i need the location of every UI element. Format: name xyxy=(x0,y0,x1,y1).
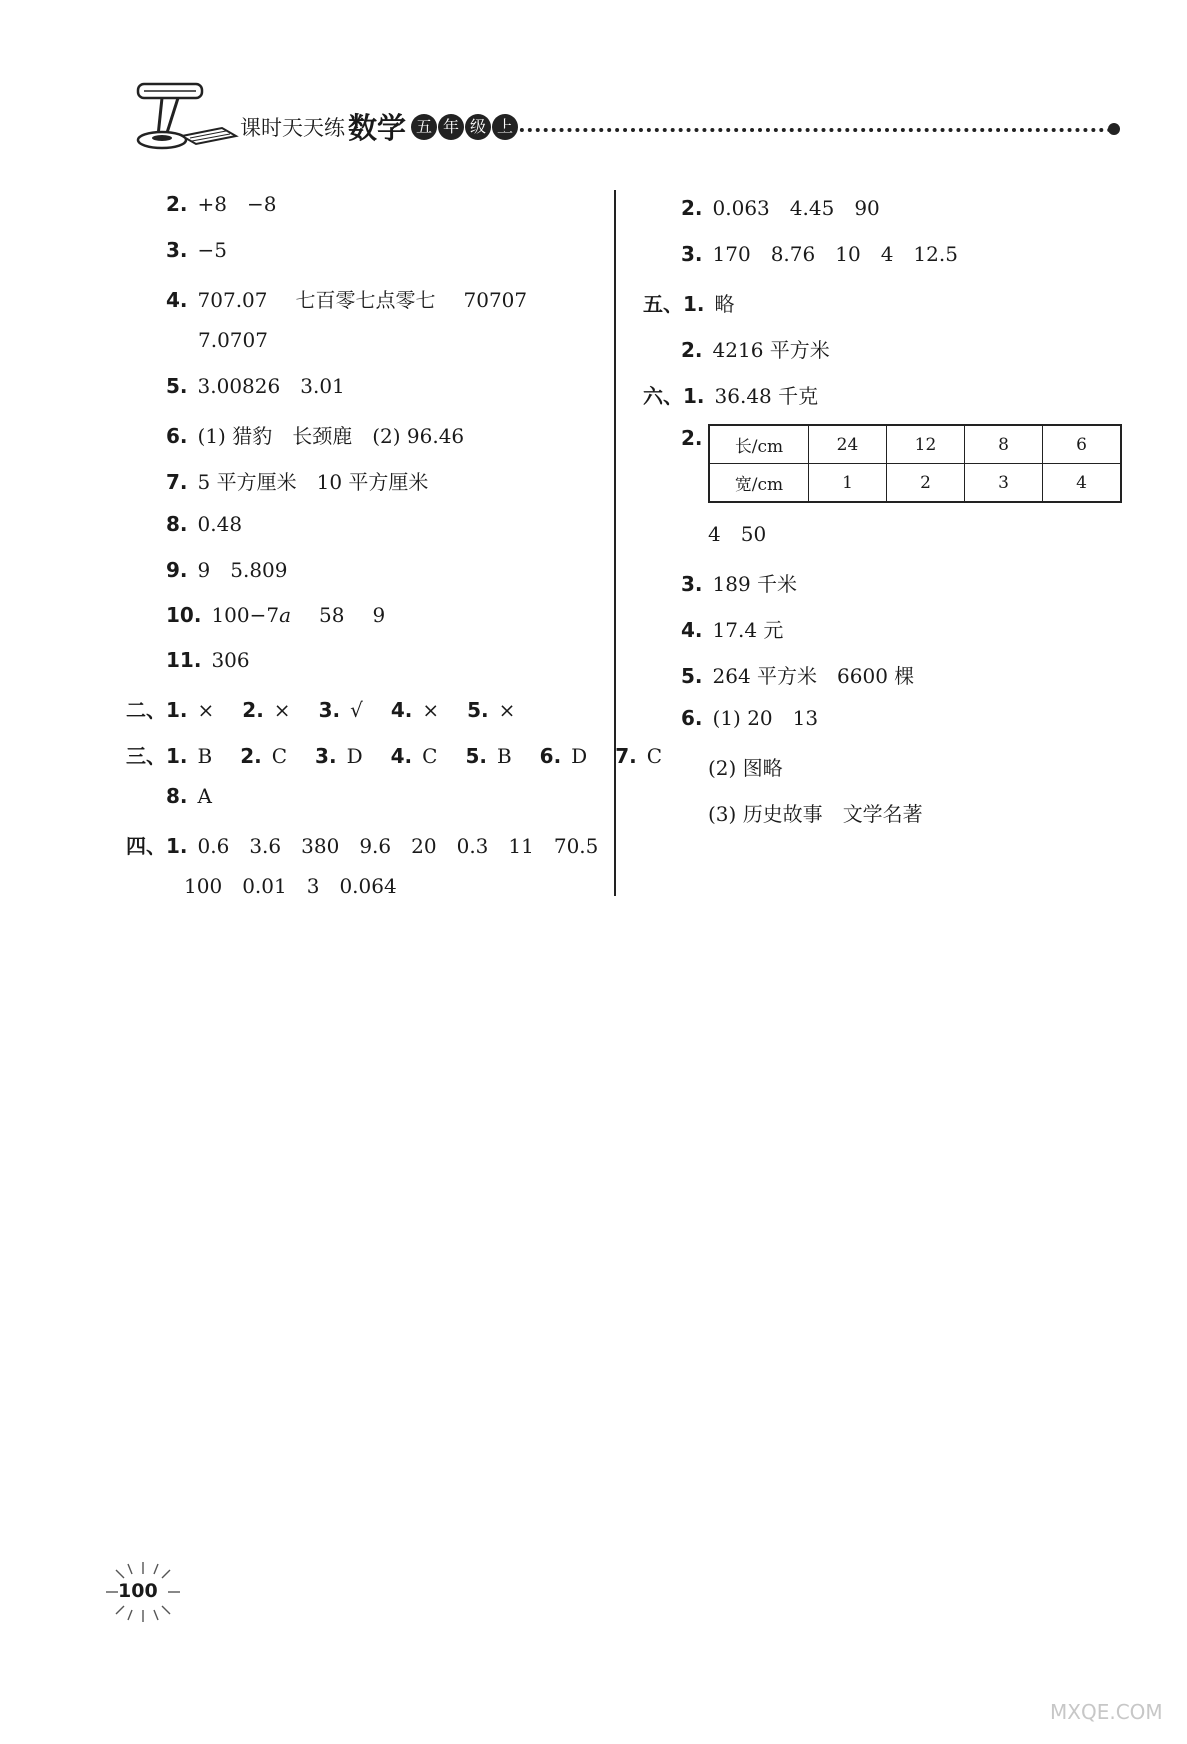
grade-badge: 级 xyxy=(465,114,491,140)
answer-line: 4 50 xyxy=(708,522,767,546)
answer-line: 7.0707 xyxy=(198,328,268,352)
table-cell: 6 xyxy=(1043,425,1122,464)
table-cell: 24 xyxy=(809,425,887,464)
answer-line: 8. 0.48 xyxy=(166,512,243,536)
answer-line: 4. 707.07 七百零七点零七 70707 xyxy=(166,288,528,312)
section-three-line: 三、1. B 2. C 3. D 4. C 5. B 6. D 7. C xyxy=(126,744,663,768)
book-title: 课时天天练 xyxy=(240,116,345,140)
answer-line: 5. 3.00826 3.01 xyxy=(166,374,345,398)
section-two-line: 二、1. × 2. × 3. √ 4. × 5. × xyxy=(126,698,516,722)
answer-line: 6. (1) 20 13 xyxy=(681,706,819,730)
table-cell: 2 xyxy=(887,464,965,503)
table-cell: 8 xyxy=(965,425,1043,464)
grade-badge: 年 xyxy=(438,114,464,140)
table-row xyxy=(709,425,1121,464)
section-six-line: 六、1. 36.48 千克 xyxy=(643,384,819,408)
watermark: MXQE.COM xyxy=(1050,1700,1163,1724)
answer-line: (3) 历史故事 文学名著 xyxy=(708,802,923,826)
answer-line: 5. 264 平方米 6600 棵 xyxy=(681,664,915,688)
header-rule-end-dot xyxy=(1108,123,1120,135)
table-cell: 长/cm xyxy=(709,425,809,464)
column-divider xyxy=(614,190,616,896)
section-five-line: 五、1. 略 xyxy=(643,292,735,316)
table-cell: 4 xyxy=(1043,464,1122,503)
answer-line: 100 0.01 3 0.064 xyxy=(184,874,397,898)
length-width-table xyxy=(708,424,1122,503)
answer-line: 2. xyxy=(681,426,703,450)
grade-badge: 五 xyxy=(411,114,437,140)
table-cell: 12 xyxy=(887,425,965,464)
table-cell: 3 xyxy=(965,464,1043,503)
table-cell: 宽/cm xyxy=(709,464,809,503)
section-four-line: 四、1. 0.6 3.6 380 9.6 20 0.3 11 70.5 xyxy=(126,834,599,858)
answer-line: 8. A xyxy=(166,784,212,808)
answer-line: (2) 图略 xyxy=(708,756,783,780)
grade-badges xyxy=(411,114,519,140)
answer-line: 2. +8 −8 xyxy=(166,192,277,216)
answer-line: 3. 189 千米 xyxy=(681,572,798,596)
answer-line: 2. 0.063 4.45 90 xyxy=(681,196,880,220)
grade-badge: 上 xyxy=(492,114,518,140)
table-cell: 1 xyxy=(809,464,887,503)
answer-line: 3. 170 8.76 10 4 12.5 xyxy=(681,242,958,266)
answer-line: 3. −5 xyxy=(166,238,227,262)
answer-line: 4. 17.4 元 xyxy=(681,618,784,642)
page-number: 100 xyxy=(118,1580,158,1602)
answer-line: 11. 306 xyxy=(166,648,250,672)
subject-title: 数学 xyxy=(348,111,407,145)
table-row xyxy=(709,464,1121,503)
desk-lamp-icon xyxy=(122,78,240,158)
answer-line: 7. 5 平方厘米 10 平方厘米 xyxy=(166,470,429,494)
answer-line: 9. 9 5.809 xyxy=(166,558,288,582)
answer-line: 2. 4216 平方米 xyxy=(681,338,830,362)
answer-line: 6. (1) 猎豹 长颈鹿 (2) 96.46 xyxy=(166,424,465,448)
answer-line: 10. 100−7a 58 9 xyxy=(166,603,386,627)
header-dotted-rule xyxy=(504,128,1112,132)
